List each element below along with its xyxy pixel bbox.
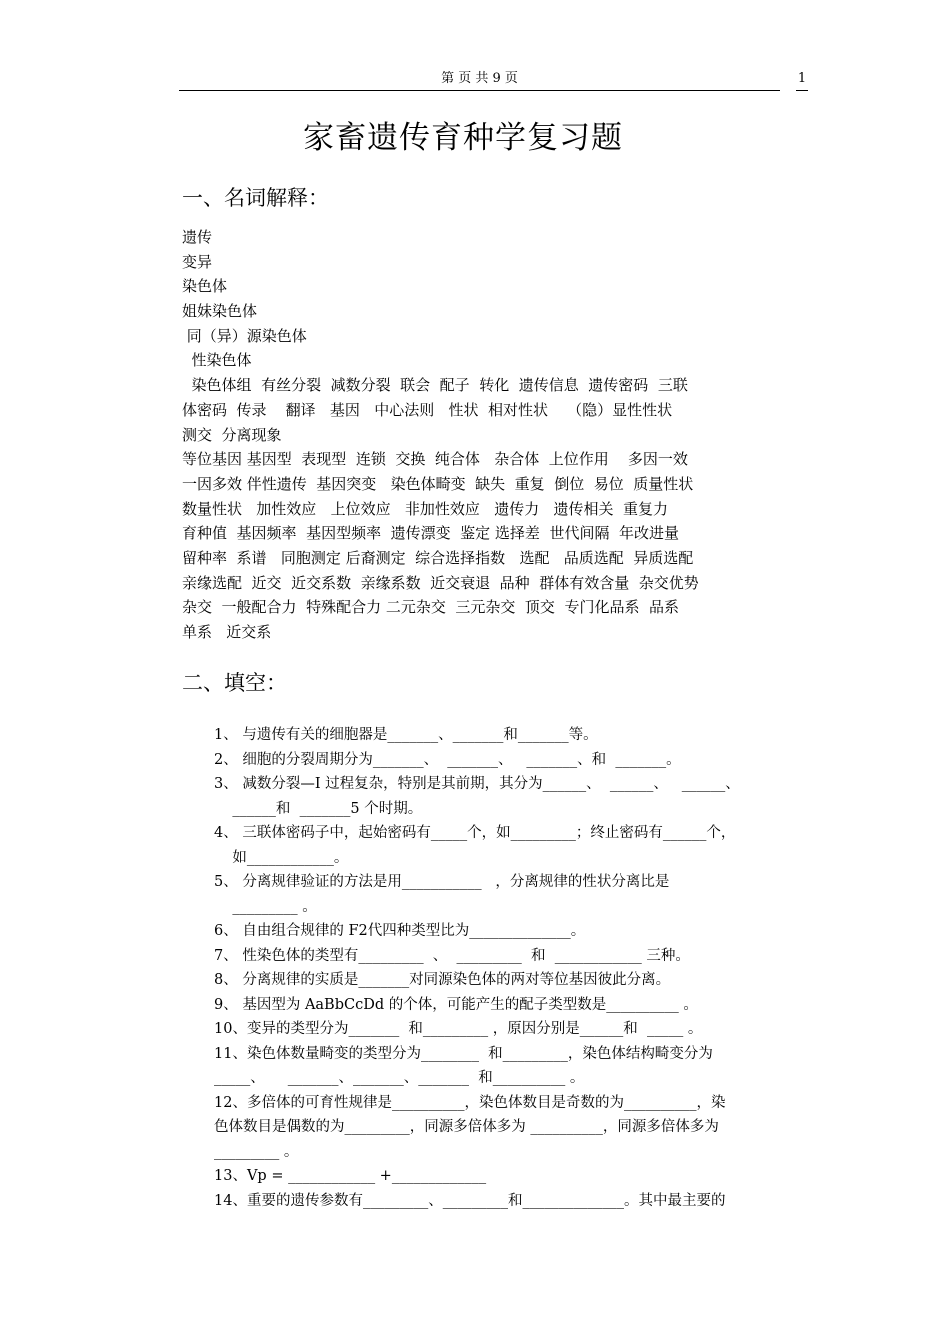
term-line: 留种率 系谱 同胞测定 后裔测定 综合选择指数 选配 品质选配 异质选配 [182,548,694,567]
question-line: 12、多倍体的可育性规律是__________，染色体数目是奇数的为__________，染 [214,1094,726,1111]
term-line: 染色体 [182,277,228,296]
question-line: 11、染色体数量畸变的类型分为________ 和_________，染色体结构畸变分为 [214,1045,713,1062]
term-line: 单系 近交系 [182,623,272,641]
questions-block [214,723,808,1066]
term-line: 遗传 [182,228,213,246]
term-line: 数量性状 加性效应 上位效应 非加性效应 遗传力 遗传相关 重复力 [182,499,669,518]
section-heading-terms: 一、名词解释： [182,186,329,210]
page-header [179,70,780,91]
question-line: 5、 分离规律验证的方法是用___________ ，分离规律的性状分离比是 [214,874,670,890]
question-line: 2、 细胞的分裂周期分为_______、 _______、 _______、和 _______。 [214,751,681,768]
question-line: ______和 _______5 个时期。 [214,800,423,817]
term-line: 一因多效 伴性遗传 基因突变 染色体畸变 缺失 重复 倒位 易位 质量性状 [182,474,694,493]
question-line: 如____________。 [214,849,349,866]
question-line: 13、Vp = ____________ +_____________ [214,1168,487,1184]
question-line: 6、 自由组合规律的 F2代四种类型比为______________。 [214,923,586,939]
question-line: 8、 分离规律的实质是_______对同源染色体的两对等位基因彼此分离。 [214,972,671,988]
term-line: 等位基因 基因型 表现型 连锁 交换 纯合体 杂合体 上位作用 多因一效 [182,450,688,469]
page-number: 1 [796,70,808,91]
term-line: 体密码 传录 翻译 基因 中心法则 性状 相对性状 （隐）显性性状 [182,400,673,419]
term-line: 姐妹染色体 [182,302,258,321]
term-line: 同（异）源染色体 [182,326,307,345]
question-line: _________ 。 [214,898,317,915]
question-line: 7、 性染色体的类型有_________ 、 _________ 和 ____________ 三种。 [214,947,690,964]
term-line: 亲缘选配 近交 近交系数 亲缘系数 近交衰退 品种 群体有效含量 杂交优势 [182,573,699,592]
term-line: 育种值 基因频率 基因型频率 遗传漂变 鉴定 选择差 世代间隔 年改进量 [182,524,679,543]
question-line: 1、 与遗传有关的细胞器是_______、_______和_______等。 [214,727,598,743]
page-header-text: 第 页 共 9 页 [441,71,518,86]
question-line: 4、 三联体密码子中，起始密码有_____个，如_________；终止密码有______个， [214,825,736,841]
terms-block [182,225,808,645]
term-line: 性染色体 [182,351,252,370]
section-heading-fill: 二、填空： [182,671,287,695]
question-line: 3、 减数分裂—I 过程复杂，特别是其前期，其分为______、 ______、 ______、 [214,776,740,792]
term-line: 杂交 一般配合力 特殊配合力 二元杂交 三元杂交 顶交 专门化品系 品系 [182,598,679,617]
term-line: 测交 分离现象 [182,425,282,444]
questions-block-continued [214,1066,808,1213]
question-line: _____、 _______、_______、_______ 和__________ 。 [214,1070,585,1086]
question-line: 14、重要的遗传参数有_________、_________和______________。其中最主要的 [214,1192,726,1209]
question-line: 10、变异的类型分为_______ 和_________ ，原因分别是______和 _____ 。 [214,1021,703,1037]
term-line: 染色体组 有丝分裂 减数分裂 联会 配子 转化 遗传信息 遗传密码 三联 [182,376,688,395]
question-line: _________ 。 [214,1143,299,1160]
question-line: 9、 基因型为 AaBbCcDd 的个体，可能产生的配子类型数是__________ 。 [214,996,698,1013]
question-line: 色体数目是偶数的为_________，同源多倍体多为 __________，同源多倍体多为 [214,1119,719,1135]
document-title: 家畜遗传育种学复习题 [303,120,623,156]
term-line: 变异 [182,252,213,271]
